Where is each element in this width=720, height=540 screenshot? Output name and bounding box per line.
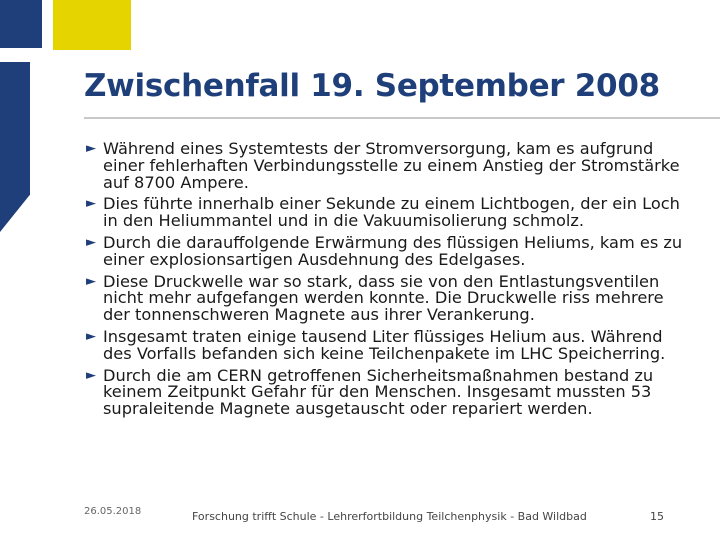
list-item (86, 141, 686, 191)
bullet-list (86, 141, 686, 423)
bullet-text: Während eines Systemtests der Stromversorgung, kam es aufgrund einer fehlerhaften Verbindungsstelle zu einem Anstieg der Stromstärke auf 8700 Ampere. (103, 139, 680, 192)
triangle-right-icon: ► (86, 234, 96, 250)
triangle-right-icon: ► (86, 196, 96, 212)
list-item (86, 326, 686, 363)
triangle-right-icon: ► (86, 367, 96, 383)
list-item (86, 196, 686, 230)
triangle-right-icon: ► (86, 141, 96, 156)
bullet-text: Insgesamt traten einige tausend Liter flüssiges Helium aus. Während des Vorfalls befanden sich keine Teilchenpakete im LHC Speicherring. (103, 326, 666, 363)
list-item (86, 365, 686, 419)
bullet-text: Diese Druckwelle war so stark, dass sie von den Entlastungsventilen nicht mehr aufgefangen werden konnte. Die Druckwelle riss mehrere der tonnenschweren Magnete aus ihrer Verankerung. (103, 271, 664, 325)
bullet-text: Dies führte innerhalb einer Sekunde zu einem Lichtbogen, der ein Loch in den Heliummantel und in die Vakuumisolierung schmolz. (103, 194, 680, 231)
page-number: 15 (650, 510, 664, 523)
logo-block-navy-top (0, 0, 42, 48)
logo-block-yellow (53, 0, 131, 50)
footer-text: Forschung trifft Schule - Lehrerfortbildung Teilchenphysik - Bad Wildbad (192, 510, 587, 523)
bullet-text: Durch die darauffolgende Erwärmung des flüssigen Heliums, kam es zu einer explosionsartigen Ausdehnung des Edelgases. (103, 232, 683, 269)
bullet-text: Durch die am CERN getroffenen Sicherheitsmaßnahmen bestand zu keinem Zeitpunkt Gefahr für den Menschen. Insgesamt mussten 53 supraleitende Magnete ausgetauscht oder repariert werden. (103, 365, 654, 419)
slide-title: Zwischenfall 19. September 2008 (84, 68, 660, 104)
list-item (86, 271, 686, 325)
footer-date: 26.05.2018 (84, 506, 142, 517)
logo-block-navy-side (0, 62, 30, 232)
triangle-right-icon: ► (86, 328, 96, 344)
list-item (86, 232, 686, 269)
title-divider (84, 117, 720, 119)
triangle-right-icon: ► (86, 273, 96, 289)
